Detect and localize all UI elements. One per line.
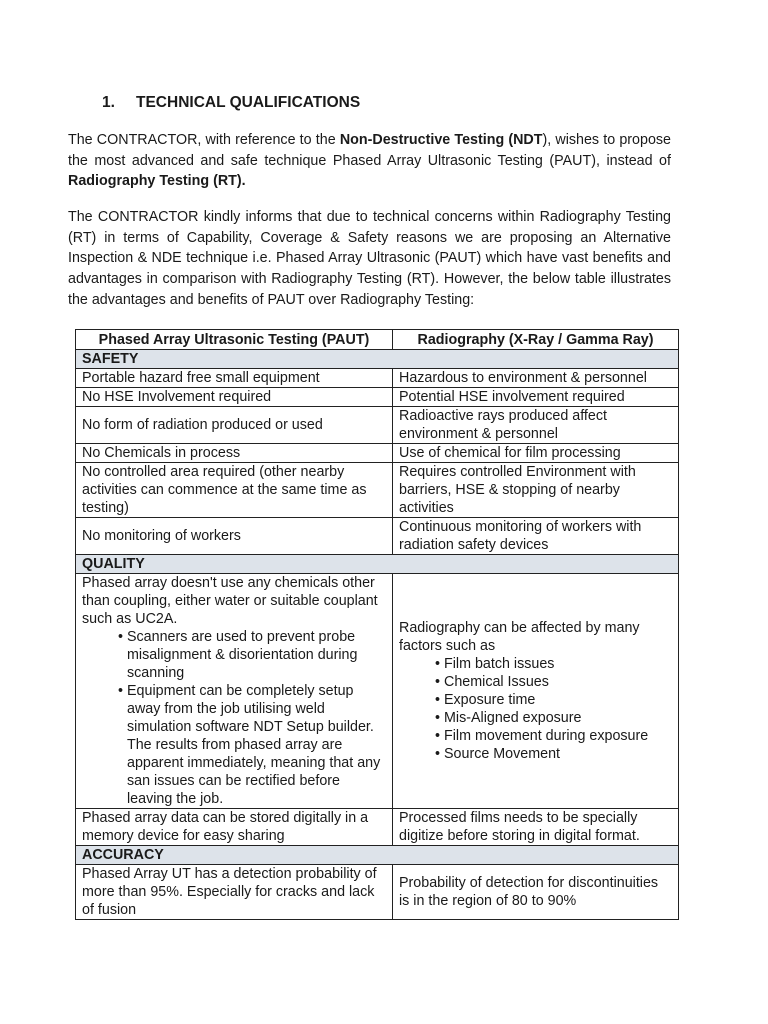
comparison-table: [75, 329, 679, 920]
para1-bold-ndt: Non-Destructive Testing (NDT: [339, 132, 543, 148]
table-row: [76, 444, 679, 463]
table-cell: [76, 574, 393, 809]
table-row: [76, 388, 679, 407]
table-cell: Portable hazard free small equipment: [76, 369, 393, 388]
table-cell: Requires controlled Environment with barriers, HSE & stopping of nearby activities: [393, 463, 679, 518]
table-cell: Probability of detection for discontinuities is in the region of 80 to 90%: [393, 865, 679, 920]
para1-text-1: The CONTRACTOR, with reference to the: [68, 132, 340, 148]
list-item: • Film batch issues: [444, 655, 672, 673]
table-cell: No Chemicals in process: [76, 444, 393, 463]
list-item: • Mis-Aligned exposure: [444, 709, 672, 727]
section-row-accuracy: [76, 846, 679, 865]
table-cell: Processed films needs to be specially digitize before storing in digital format.: [393, 809, 679, 846]
table-cell: Continuous monitoring of workers with radiation safety devices: [393, 518, 679, 555]
list-item: • Source Movement: [444, 745, 672, 763]
table-row: [76, 865, 679, 920]
list-item: • Scanners are used to prevent probe misalignment & disorientation during scanning: [127, 628, 386, 682]
quality-paut-intro: Phased array doesn't use any chemicals other than coupling, either water or suitable couplant such as UC2A.: [82, 575, 378, 627]
list-item: • Film movement during exposure: [444, 727, 672, 745]
table-cell: Phased array data can be stored digitally in a memory device for easy sharing: [76, 809, 393, 846]
table-cell: Use of chemical for film processing: [393, 444, 679, 463]
para1-text-2: ), wishes to propose the most advanced and safe technique Phased Array Ultrasonic Testing (PAUT), instead of: [68, 132, 671, 169]
header-radiography: Radiography (X-Ray / Gamma Ray): [393, 330, 679, 350]
section-row-safety: [76, 350, 679, 369]
table-cell: Hazardous to environment & personnel: [393, 369, 679, 388]
quality-rt-list: [399, 655, 672, 763]
intro-paragraph: [68, 130, 671, 192]
list-item: • Exposure time: [444, 691, 672, 709]
section-title: TECHNICAL QUALIFICATIONS: [136, 94, 361, 111]
table-row: [76, 518, 679, 555]
table-cell: Potential HSE involvement required: [393, 388, 679, 407]
header-paut: Phased Array Ultrasonic Testing (PAUT): [76, 330, 393, 350]
table-row: [76, 463, 679, 518]
table-header-row: [76, 330, 679, 350]
section-label-safety: SAFETY: [76, 350, 679, 369]
list-item: • Equipment can be completely setup away from the job utilising weld simulation software NDT Setup builder. The results from phased array are apparent immediately, meaning that any san issues can be rectified before leaving the job.: [127, 682, 386, 808]
table-row: [76, 574, 679, 809]
quality-paut-list: [82, 628, 386, 808]
section-label-quality: QUALITY: [76, 555, 679, 574]
table-cell: No form of radiation produced or used: [76, 407, 393, 444]
table-cell: Radioactive rays produced affect environment & personnel: [393, 407, 679, 444]
table-cell: No monitoring of workers: [76, 518, 393, 555]
table-row: [76, 407, 679, 444]
quality-rt-intro: Radiography can be affected by many factors such as: [399, 620, 640, 654]
table-row: [76, 369, 679, 388]
table-row: [76, 809, 679, 846]
para1-bold-rt: Radiography Testing (RT).: [68, 173, 246, 190]
section-label-accuracy: ACCURACY: [76, 846, 679, 865]
section-number: 1.: [102, 94, 115, 111]
table-cell: No HSE Involvement required: [76, 388, 393, 407]
list-item: • Chemical Issues: [444, 673, 672, 691]
table-cell: Phased Array UT has a detection probability of more than 95%. Especially for cracks and lack of fusion: [76, 865, 393, 920]
section-row-quality: [76, 555, 679, 574]
table-cell: [393, 574, 679, 809]
context-paragraph: The CONTRACTOR kindly informs that due to technical concerns within Radiography Testing (RT) in terms of Capability, Coverage & Safety reasons we are proposing an Alternative Inspection & NDE technique i.e. Phased Array Ultrasonic (PAUT) which have vast benefits and advantages in comparison with Radiography Testing (RT). However, the below table illustrates the advantages and benefits of PAUT over Radiography Testing:: [68, 209, 671, 308]
table-cell: No controlled area required (other nearby activities can commence at the same time as testing): [76, 463, 393, 518]
section-heading: [102, 94, 360, 112]
